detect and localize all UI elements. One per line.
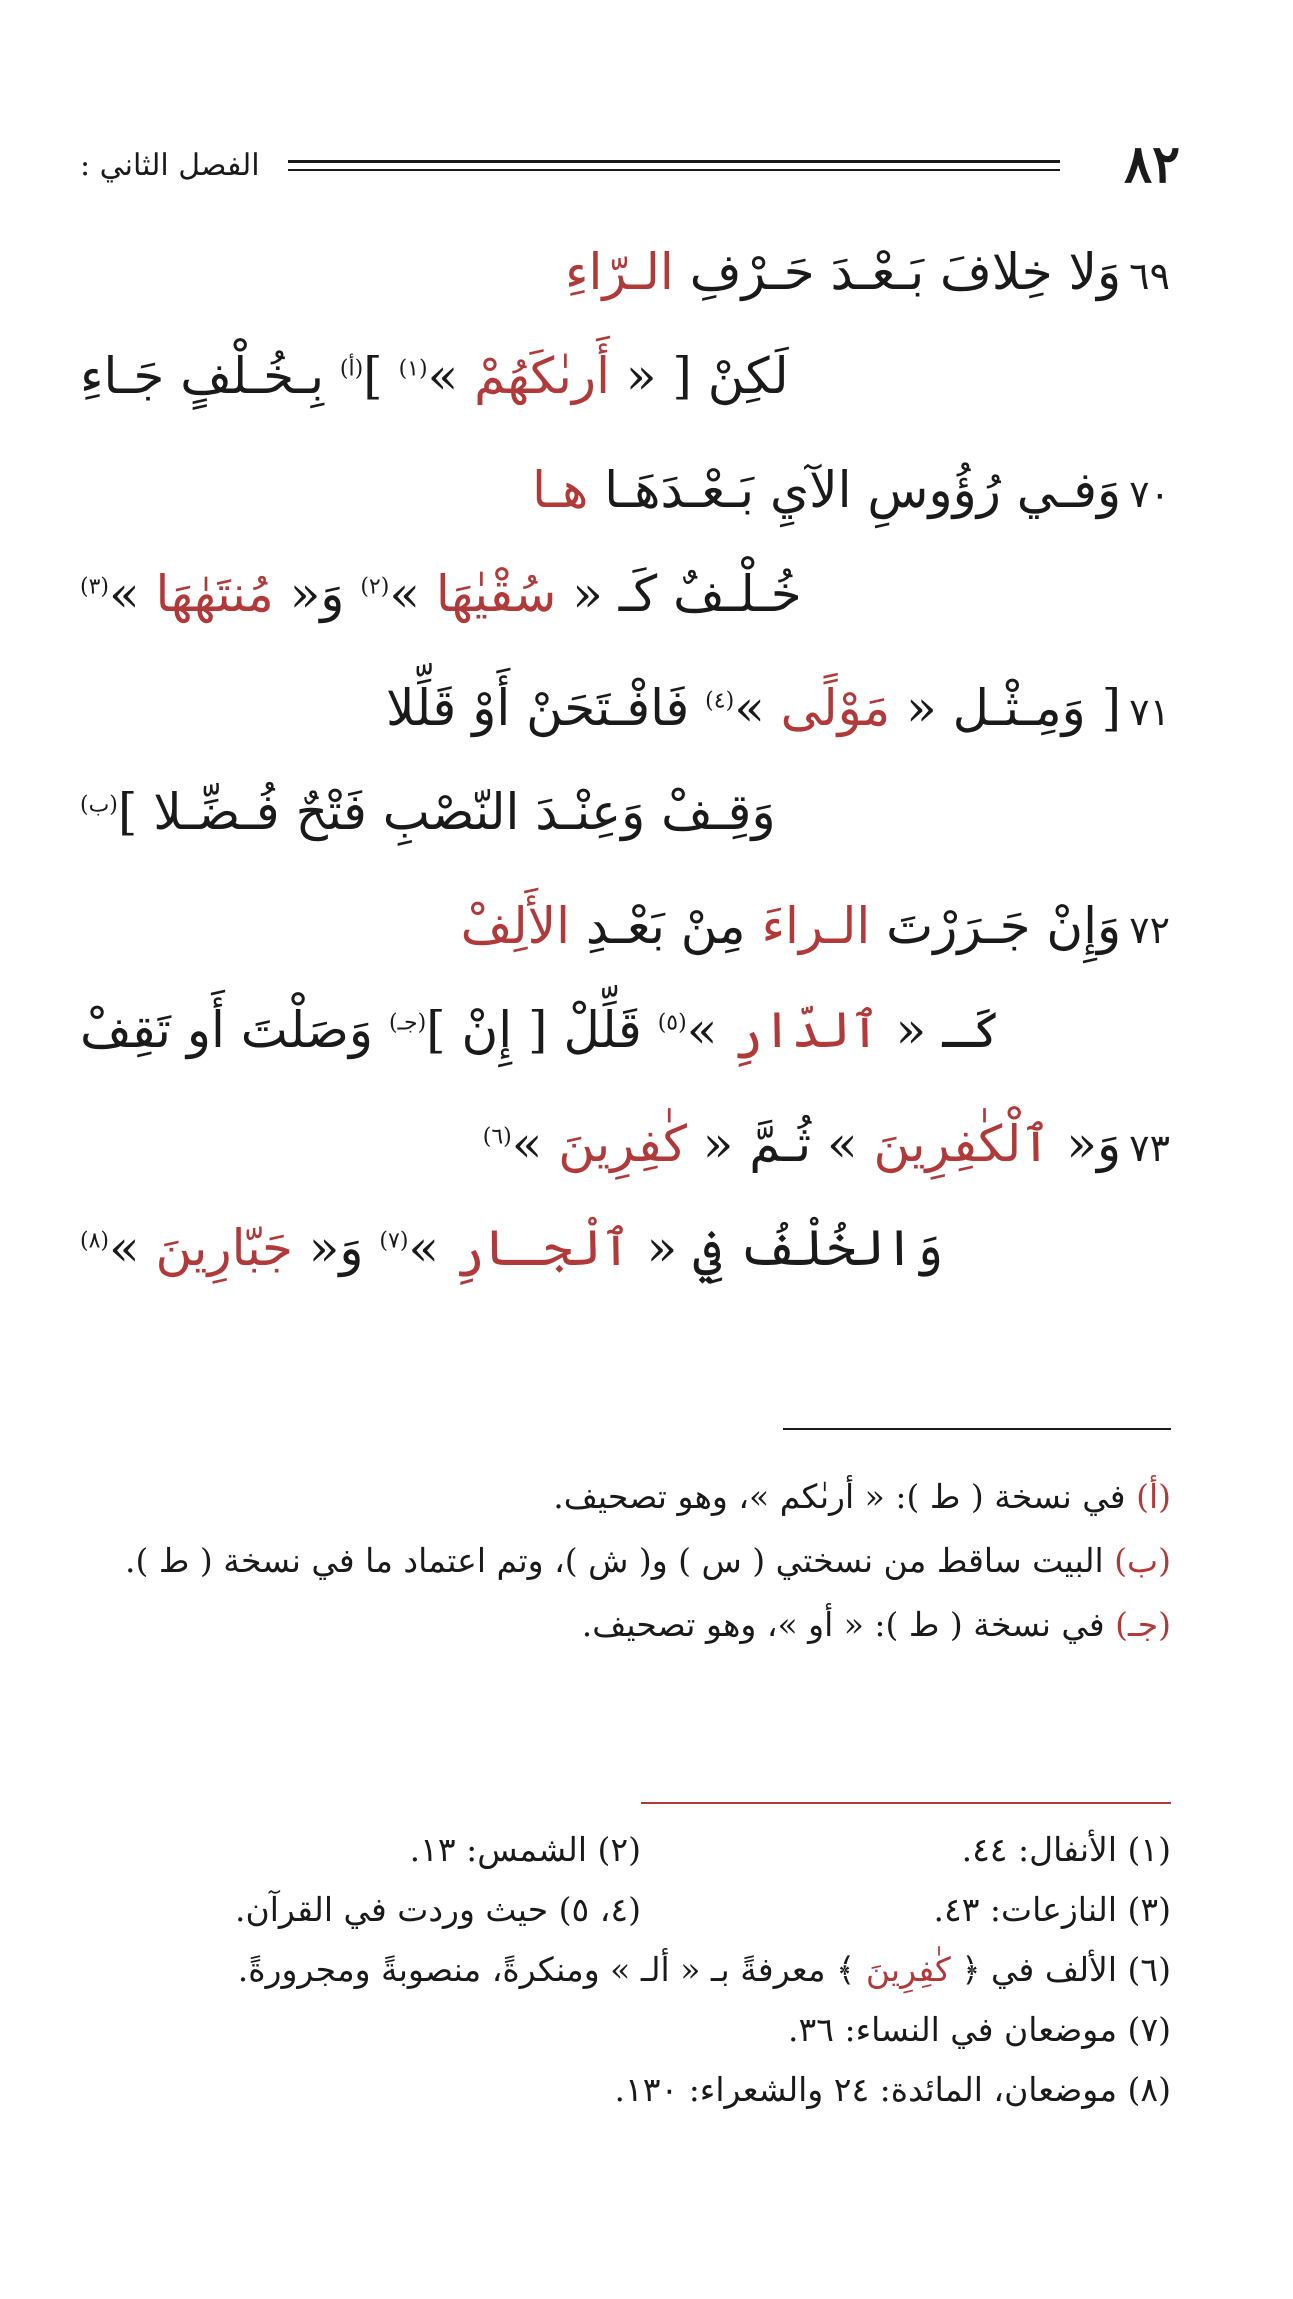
footnotes-variant-readings xyxy=(101,1470,1171,1662)
verse-text: » xyxy=(734,679,781,737)
verse-text: » xyxy=(511,1115,559,1173)
footnote-text: البيت ساقط من نسختي ( س ) و( ش )، وتم اعتماد ما في نسخة ( ط ). xyxy=(125,1541,1115,1580)
verse-first-hemistich xyxy=(461,886,1170,970)
footnote-row xyxy=(101,1880,1171,1940)
verse-text: خُـلْـفٌ كَـ « xyxy=(556,565,802,623)
footnote-ref[interactable]: (٢) xyxy=(360,574,390,600)
verse-text: كَـ « xyxy=(879,1001,1001,1059)
verse-number: ٧٣ xyxy=(1129,1126,1170,1170)
poem-verses xyxy=(80,232,1170,1322)
verse-number: ٦٩ xyxy=(1129,254,1170,298)
verse-text: » ثُـمَّ « xyxy=(686,1115,874,1173)
footnote-item: (٤، ٥) حيث وردت في القرآن. xyxy=(234,1890,641,1929)
footnote-item xyxy=(101,1470,1171,1524)
highlighted-word: هـا xyxy=(532,461,589,519)
verse-text: وَ« xyxy=(273,565,361,623)
verse-71 xyxy=(80,668,1170,886)
highlighted-word: أَرىٰكَهُمْ xyxy=(474,347,610,405)
highlighted-word: ٱلْكٰفِرِينَ xyxy=(873,1115,1051,1173)
verse-text: » xyxy=(389,565,436,623)
verse-73 xyxy=(80,1104,1170,1322)
verse-number: ٧٢ xyxy=(1129,908,1170,952)
verse-first-hemistich xyxy=(483,1104,1170,1188)
verse-text: » xyxy=(408,1219,455,1277)
verse-text: وَلا خِلافَ بَـعْـدَ حَـرْفِ xyxy=(673,243,1122,301)
highlighted-word: مُنتَهٰهَا xyxy=(155,565,274,623)
highlighted-word: كٰفِرِينَ xyxy=(558,1115,687,1173)
footnote-item: (٣) النازعات: ٤٣. xyxy=(933,1890,1171,1929)
verse-second-hemistich xyxy=(80,554,802,634)
highlighted-word: كٰفِرِينَ xyxy=(865,1950,951,1989)
footnote-ref[interactable]: (١) xyxy=(398,356,428,382)
footnote-ref[interactable]: (٨) xyxy=(80,1228,110,1254)
verse-text: وَقِـفْ وَعِنْـدَ النّصْبِ فَتْحٌ فُـضِّـلا ] xyxy=(117,783,776,841)
header-rule xyxy=(288,160,1060,171)
verse-text: فَافْـتَحَنْ أَوْ قَلِّلا xyxy=(386,679,706,737)
verse-text: قَلِّلْ [ إِنْ ] xyxy=(426,1001,658,1059)
verse-second-hemistich xyxy=(80,1208,943,1288)
footnote-ref[interactable]: (٤) xyxy=(705,688,735,714)
verse-text: [ وَمِـثْـل « xyxy=(890,679,1122,737)
verse-text: » xyxy=(109,1219,156,1277)
verse-text: مِنْ بَعْـدِ xyxy=(570,897,762,955)
footnote-item: (٧) موضعان في النساء: ٣٦. xyxy=(788,2010,1171,2049)
verse-text: وَالخُلْفُ فِي « xyxy=(630,1219,944,1277)
verse-second-hemistich xyxy=(80,772,776,852)
footnote-ref[interactable]: (ب) xyxy=(80,792,118,818)
verse-text: بِـخُـلْفٍ جَـاءِ xyxy=(80,347,340,405)
footnote-separator-red xyxy=(641,1802,1171,1804)
footnote-mark: (أ) xyxy=(1136,1477,1171,1516)
highlighted-word: ٱلْجـارِ xyxy=(454,1219,631,1277)
highlighted-word: الأَلِفْ xyxy=(460,897,571,955)
footnote-row xyxy=(101,2000,1171,2060)
verse-text: لَكِنْ [ « xyxy=(609,347,789,405)
footnote-item xyxy=(101,1534,1171,1588)
footnote-ref[interactable]: (جـ) xyxy=(388,1010,427,1036)
chapter-title: الفصل الثاني : xyxy=(80,148,260,183)
footnote-row xyxy=(101,1820,1171,1880)
footnote-row xyxy=(101,1940,1171,2000)
page-number: ٨٢ xyxy=(1124,134,1180,195)
footnote-ref[interactable]: (أ) xyxy=(339,356,364,382)
footnote-ref[interactable]: (٧) xyxy=(379,1228,409,1254)
highlighted-word: الـراءَ xyxy=(761,897,871,955)
verse-number: ٧٠ xyxy=(1129,472,1170,516)
footnotes-references xyxy=(101,1820,1171,2120)
footnote-item: (١) الأنفال: ٤٤. xyxy=(961,1830,1171,1869)
footnote-row xyxy=(101,2060,1171,2120)
highlighted-word: ٱلدّارِ xyxy=(733,1001,880,1059)
verse-first-hemistich xyxy=(532,450,1170,534)
highlighted-word: سُقْيٰهَا xyxy=(435,565,557,623)
verse-text: وَ« xyxy=(292,1219,380,1277)
highlighted-word: مَوْلًى xyxy=(780,679,891,737)
footnote-mark: (ب) xyxy=(1114,1541,1171,1580)
footnote-separator xyxy=(783,1428,1171,1430)
footnote-ref[interactable]: (٣) xyxy=(80,574,110,600)
footnote-item xyxy=(238,1940,1171,2000)
verse-text: وَإِنْ جَـرَرْتَ xyxy=(870,897,1122,955)
verse-69 xyxy=(80,232,1170,450)
verse-text: » xyxy=(109,565,156,623)
verse-first-hemistich xyxy=(565,232,1170,316)
footnote-ref[interactable]: (٦) xyxy=(482,1124,512,1150)
footnote-item: (٨) موضعان، المائدة: ٢٤ والشعراء: ١٣٠. xyxy=(614,2070,1171,2109)
verse-first-hemistich xyxy=(386,668,1170,752)
verse-text: » xyxy=(427,347,475,405)
verse-text: وَ« xyxy=(1050,1115,1122,1173)
verse-second-hemistich xyxy=(80,336,789,416)
verse-text: وَصَلْتَ أَو تَقِفْ xyxy=(80,1001,389,1059)
verse-text: ] xyxy=(363,347,399,405)
footnote-mark: (جـ) xyxy=(1115,1605,1171,1644)
footnote-item xyxy=(101,1598,1171,1652)
verse-second-hemistich xyxy=(80,990,1001,1070)
footnote-text: في نسخة ( ط ): « أرىٰكم »، وهو تصحيف. xyxy=(553,1477,1137,1516)
page-header xyxy=(80,130,1180,210)
highlighted-word: الـرّاءِ xyxy=(565,243,674,301)
footnote-text: ﴾ معرفةً بـ « ألـ » ومنكرةً، منصوبةً ومجرورةً. xyxy=(237,1950,866,1989)
highlighted-word: جَبّارِينَ xyxy=(155,1219,293,1277)
verse-text: وَفـي رُؤُوسِ الآيِ بَـعْـدَهَـا xyxy=(588,461,1122,519)
verse-number: ٧١ xyxy=(1129,690,1170,734)
verse-72 xyxy=(80,886,1170,1104)
footnote-text: (٦) الألف في ﴿ xyxy=(950,1950,1171,1989)
footnote-ref[interactable]: (٥) xyxy=(657,1010,687,1036)
footnote-item: (٢) الشمس: ١٣. xyxy=(409,1830,641,1869)
verse-70 xyxy=(80,450,1170,668)
verse-text: » xyxy=(686,1001,734,1059)
footnote-text: في نسخة ( ط ): « أو »، وهو تصحيف. xyxy=(581,1605,1116,1644)
